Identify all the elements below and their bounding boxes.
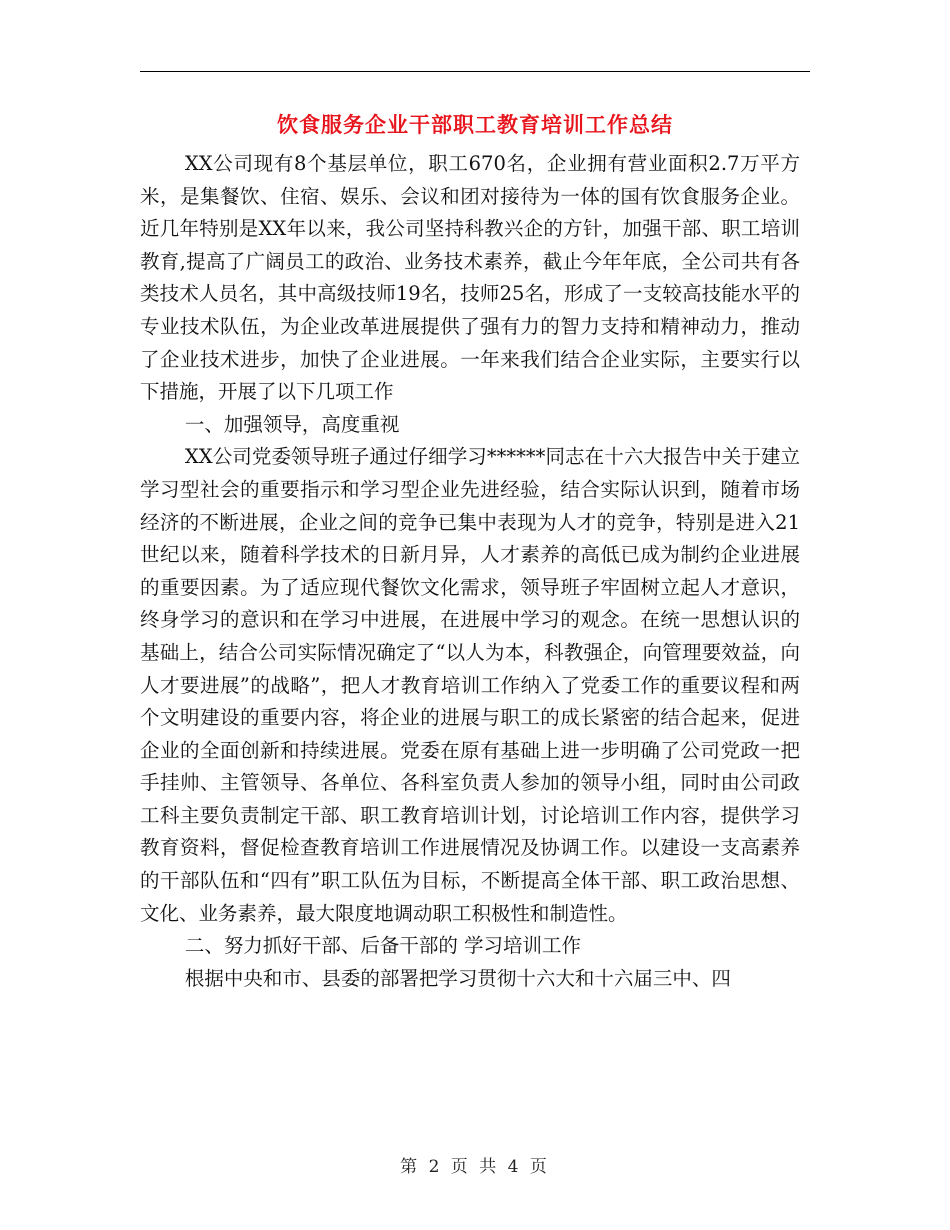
section-heading-2: 二、努力抓好干部、后备干部的 学习培训工作 bbox=[184, 934, 582, 958]
page-indicator: 第 2 页 共 4 页 bbox=[400, 1157, 550, 1177]
section-heading-1: 一、加强领导，高度重视 bbox=[184, 412, 400, 436]
paragraph-intro: XX公司现有8个基层单位，职工670名，企业拥有营业面积2.7万平方米，是集餐饮、住宿、娱乐、会议和团对接待为一体的国有饮食服务企业。近几年特别是XX年以来，我公司坚持科教兴企的方针，加强干部、职工培训教育,提高了广阔员工的政治、业务技术素养，截止今年年底，全公司共有各类技术人员名，其中高级技师19名，技师25名，形成了一支较高技能水平的专业技术队伍，为企业改革进展提供了强有力的智力支持和精神动力，推动了企业技术进步，加快了企业进展。一年来我们结合企业实际，主要实行以下措施，开展了以下几项工作 bbox=[140, 152, 800, 404]
document-title: 饮食服务企业干部职工教育培训工作总结 bbox=[277, 113, 673, 137]
paragraph-leadership: XX公司党委领导班子通过仔细学习******同志在十六大报告中关于建立学习型社会的重要指示和学习型企业先进经验，结合实际认识到，随着市场经济的不断进展，企业之间的竞争已集中表现为人才的竞争，特别是进入21世纪以来，随着科学技术的日新月异，人才素养的高低已成为制约企业进展的重要因素。为了适应现代餐饮文化需求，领导班子牢固树立起人才意识，终身学习的意识和在学习中进展，在进展中学习的观念。在统一思想认识的基础上，结合公司实际情况确定了“以人为本，科教强企，向管理要效益，向人才要进展”的战略”，把人才教育培训工作纳入了党委工作的重要议程和两个文明建设的重要内容，将企业的进展与职工的成长紧密的结合起来，促进企业的全面创新和持续进展。党委在原有基础上进一步明确了公司党政一把手挂帅、主管领导、各单位、各科室负责人参加的领导小组，同时由公司政工科主要负责制定干部、职工教育培训计划，讨论培训工作内容，提供学习教育资料，督促检查教育培训工作进展情况及协调工作。以建设一支高素养的干部队伍和“四有”职工队伍为目标，不断提高全体干部、职工政治思想、文化、业务素养，最大限度地调动职工积极性和制造性。 bbox=[140, 445, 800, 925]
document-body bbox=[140, 148, 800, 995]
paragraph-training: 根据中央和市、县委的部署把学习贯彻十六大和十六届三中、四 bbox=[184, 966, 731, 990]
header-rule bbox=[140, 71, 810, 72]
